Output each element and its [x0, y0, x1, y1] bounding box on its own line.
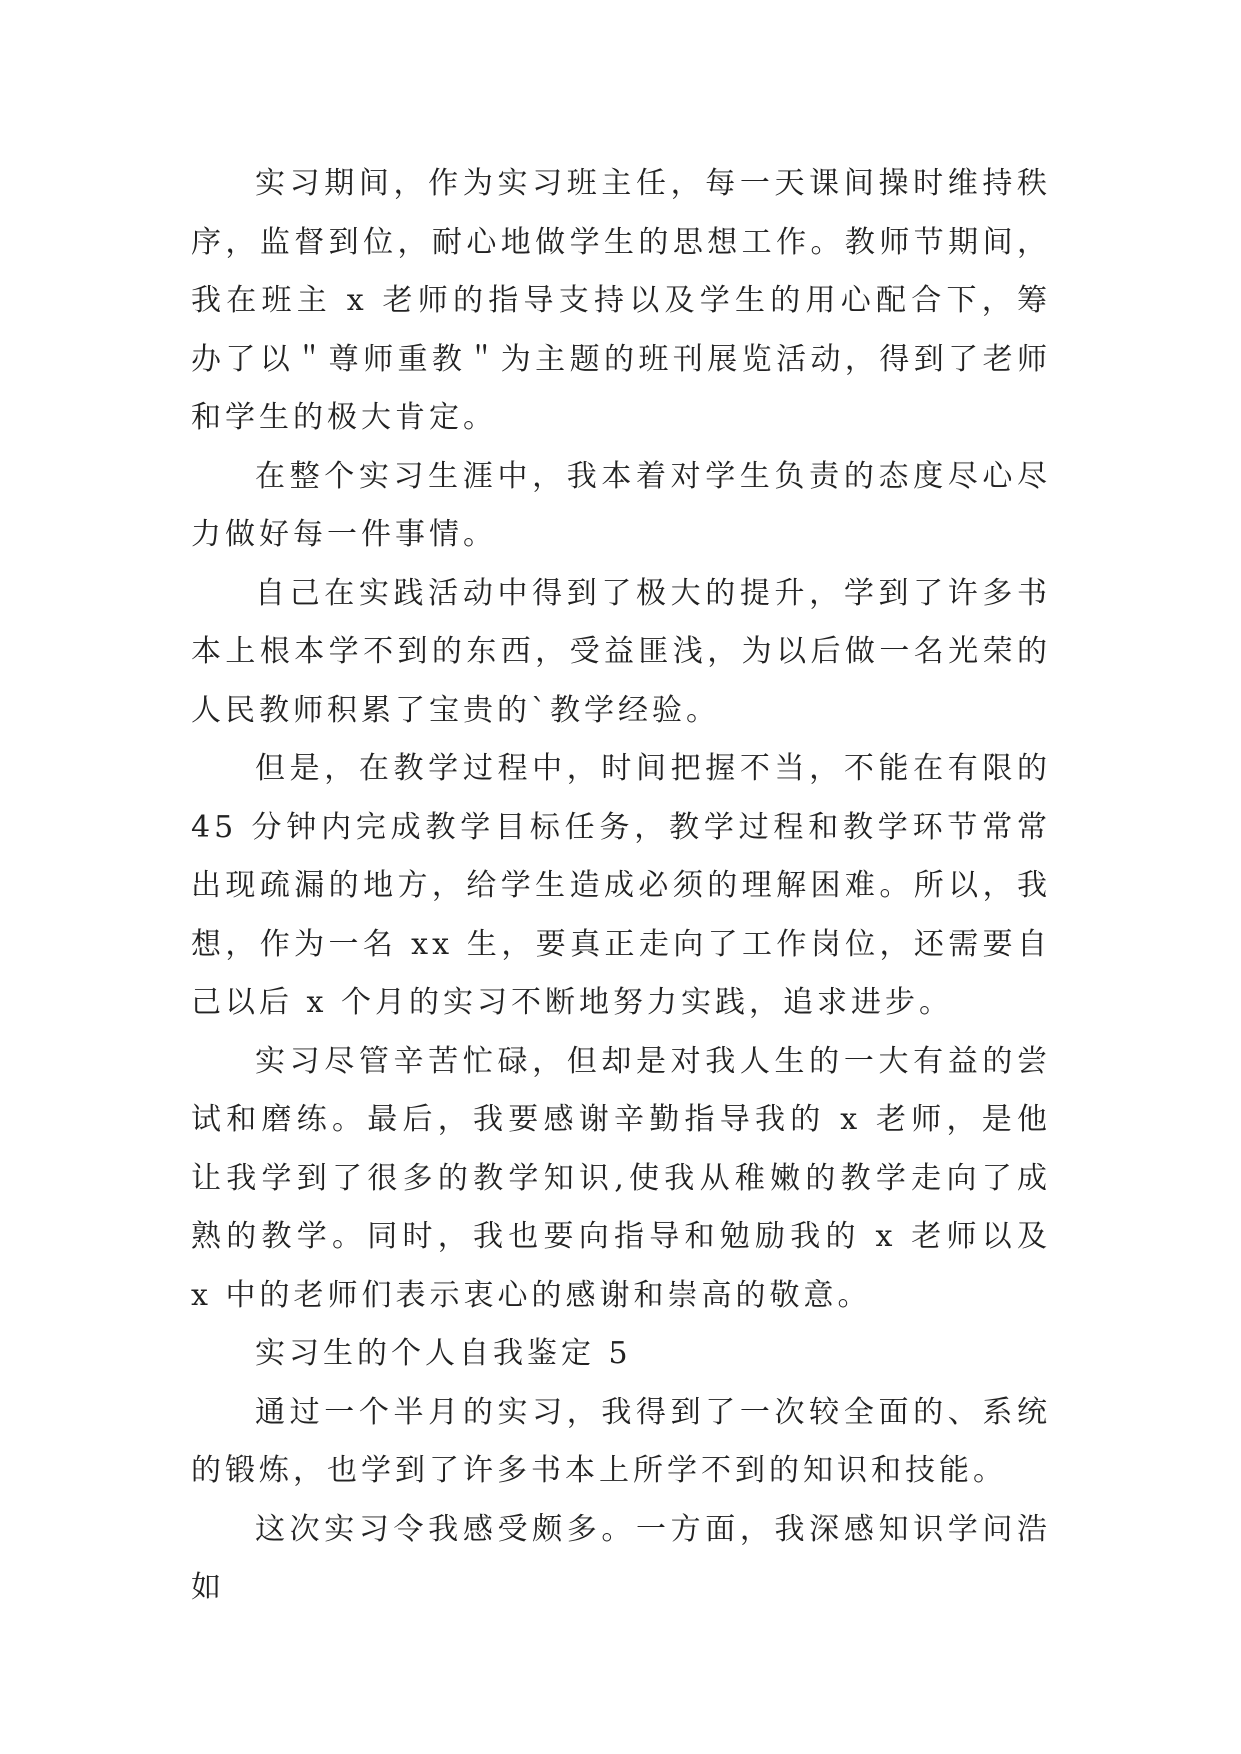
- paragraph-2: 在整个实习生涯中，我本着对学生负责的态度尽心尽力做好每一件事情。: [191, 458, 1051, 552]
- section-heading: 实习生的个人自我鉴定 5: [255, 1336, 632, 1371]
- paragraph-1: 实习期间，作为实习班主任，每一天课间操时维持秩序，监督到位，耐心地做学生的思想工作。教师节期间，我在班主 x 老师的指导支持以及学生的用心配合下，筹办了以＂尊师重教＂为主题的班刊展览活动，得到了老师和学生的极大肯定。: [191, 166, 1051, 435]
- paragraph-4: 但是，在教学过程中，时间把握不当，不能在有限的 45 分钟内完成教学目标任务，教学过程和教学环节常常出现疏漏的地方，给学生造成必须的理解困难。所以，我想，作为一名 xx 生，要真正走向了工作岗位，还需要自己以后 x 个月的实习不断地努力实践，追求进步。: [191, 751, 1051, 1020]
- paragraph-5: 实习尽管辛苦忙碌，但却是对我人生的一大有益的尝试和磨练。最后，我要感谢辛勤指导我的 x 老师，是他让我学到了很多的教学知识,使我从稚嫩的教学走向了成熟的教学。同时，我也要向指导和勉励我的 x 老师以及 x 中的老师们表示衷心的感谢和崇高的敬意。: [191, 1043, 1051, 1313]
- paragraph-7: 这次实习令我感受颇多。一方面，我深感知识学问浩如: [191, 1511, 1051, 1605]
- document-body: [191, 155, 1051, 1618]
- paragraph-6: 通过一个半月的实习，我得到了一次较全面的、系统的锻炼，也学到了许多书本上所学不到的知识和技能。: [191, 1394, 1051, 1488]
- paragraph-3: 自己在实践活动中得到了极大的提升，学到了许多书本上根本学不到的东西，受益匪浅，为以后做一名光荣的人民教师积累了宝贵的`教学经验。: [191, 575, 1051, 728]
